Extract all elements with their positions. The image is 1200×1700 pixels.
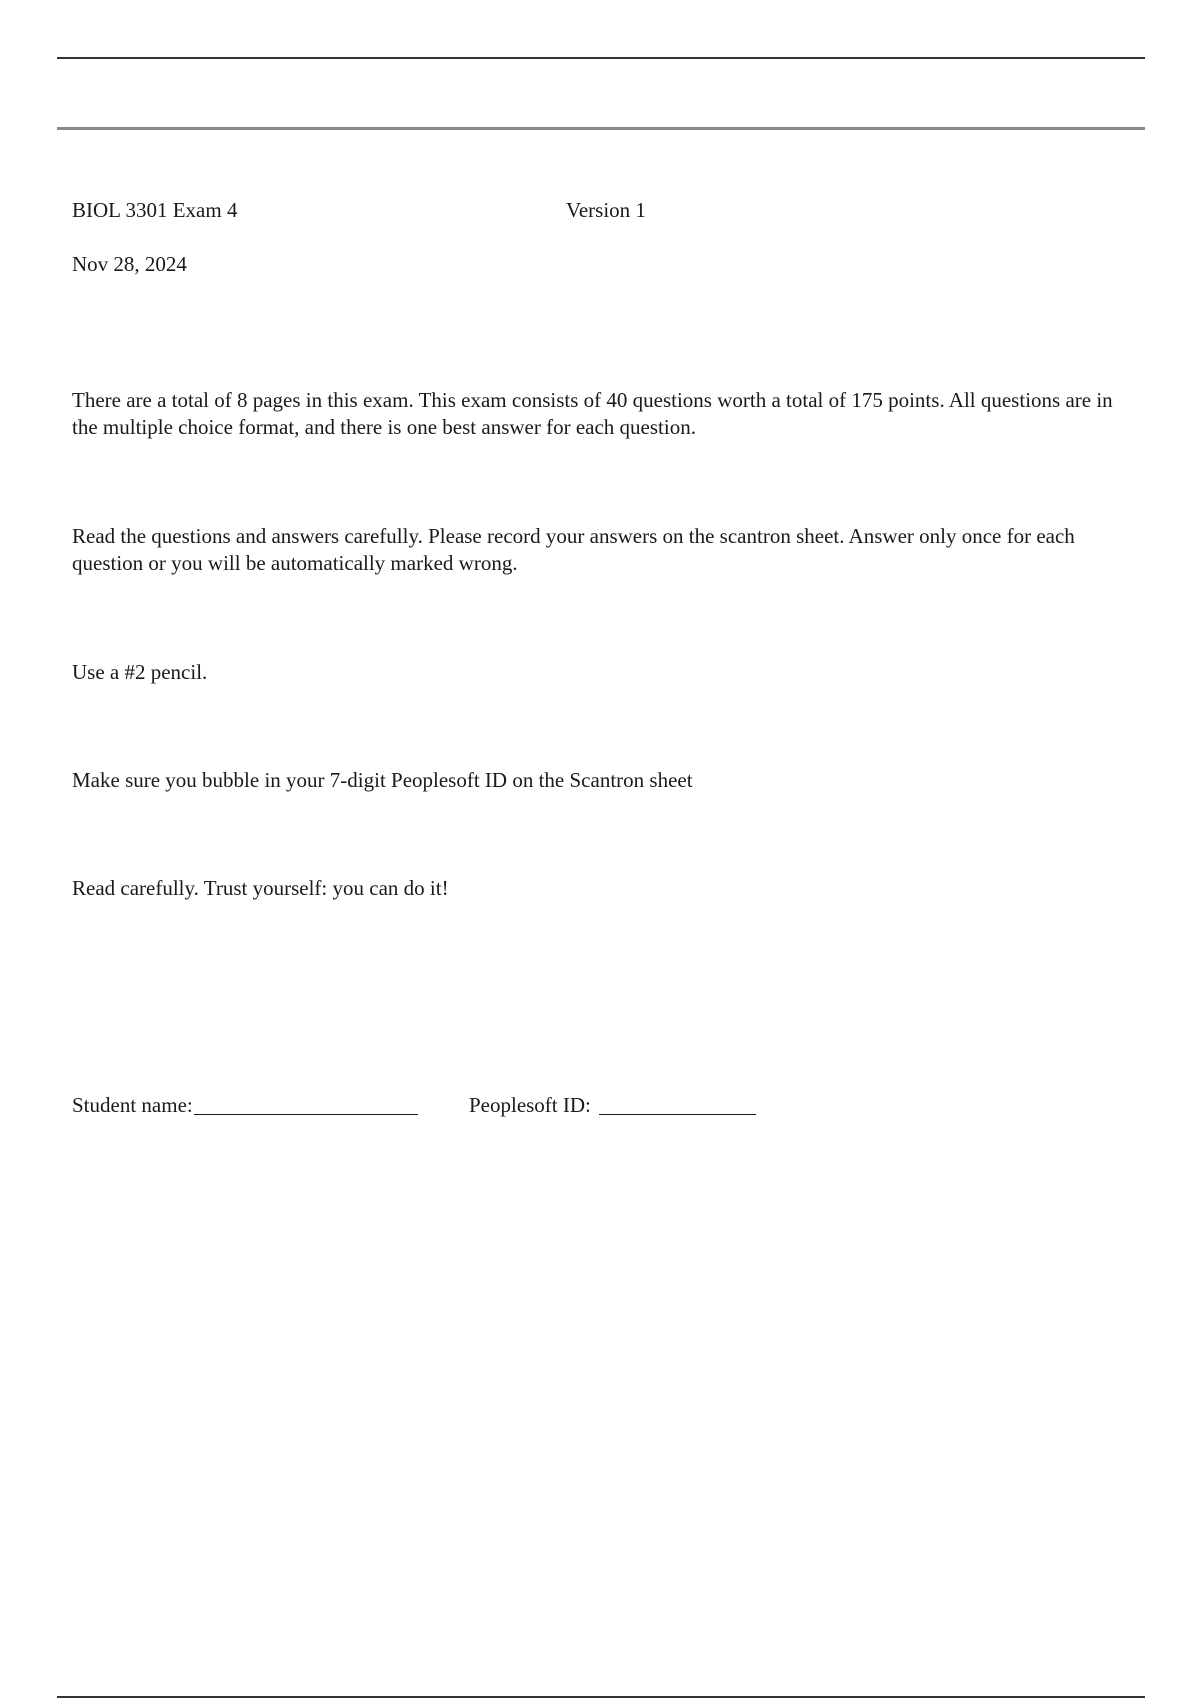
exam-date: Nov 28, 2024 [72,252,187,276]
course-title: BIOL 3301 Exam 4 [72,198,238,222]
header-divider [57,127,1145,130]
instruction-encouragement: Read carefully. Trust yourself: you can do it! [72,876,449,900]
student-name-label: Student name: [72,1093,193,1117]
instruction-peoplesoft-id: Make sure you bubble in your 7-digit Peoplesoft ID on the Scantron sheet [72,768,693,792]
peoplesoft-id-blank [599,1094,756,1115]
peoplesoft-id-label: Peoplesoft ID: [468,1093,591,1117]
instruction-pencil: Use a #2 pencil. [72,660,208,684]
instruction-exam-overview: There are a total of 8 pages in this exam. This exam consists of 40 questions worth a total of 175 points. All questions are in the multiple choice format, and there is one best answer for each question. [72,388,1113,439]
bottom-divider [57,1696,1145,1698]
top-divider [57,57,1145,59]
instruction-answer-recording: Read the questions and answers carefully. Please record your answers on the scantron sheet. Answer only once for each question or you will be automatically marked wrong. [72,524,1075,575]
signature-row [72,1092,756,1119]
student-name-blank [194,1094,418,1115]
exam-version: Version 1 [566,198,646,222]
